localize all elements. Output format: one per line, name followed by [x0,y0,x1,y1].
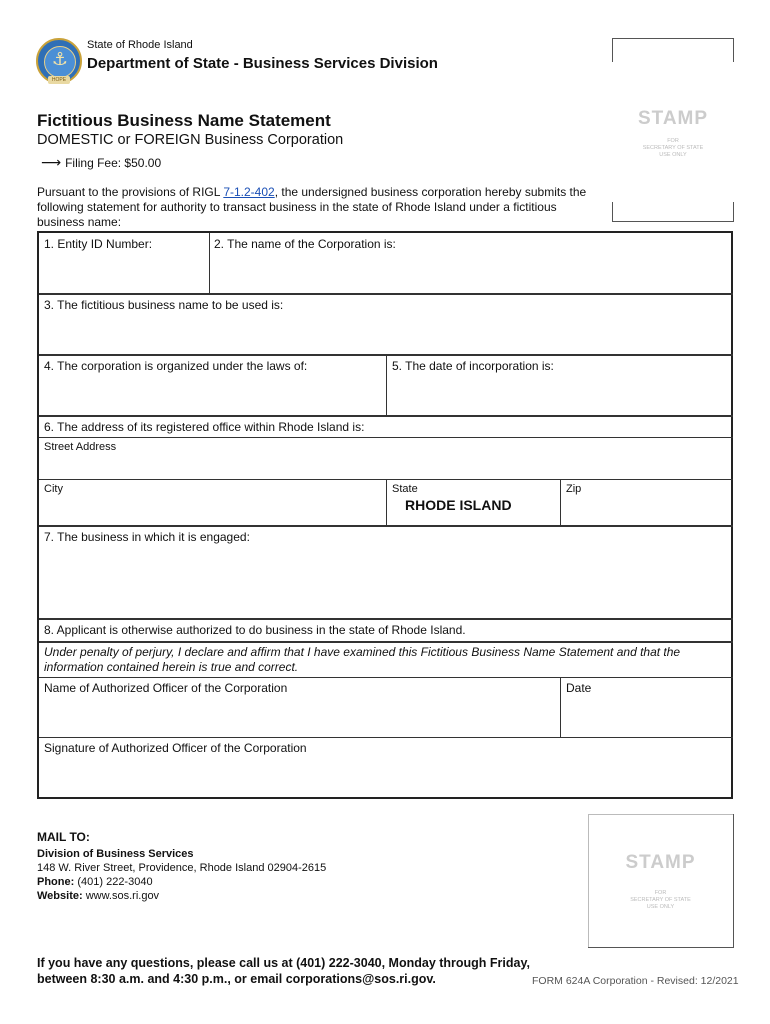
authorized-statement-text: 8. Applicant is otherwise authorized to do business in the state of Rhode Island. [44,623,466,637]
stamp-note-bottom-line2: SECRETARY OF STATE [630,897,691,903]
zip-field[interactable] [561,479,733,525]
intro-before: Pursuant to the provisions of RIGL [37,185,224,199]
form-title: Fictitious Business Name Statement [37,111,331,130]
corporation-name-label: 2. The name of the Corporation is: [214,237,396,251]
stamp-note-bottom-line3: USE ONLY [646,904,675,910]
phone-value: (401) 222-3040 [77,876,153,888]
organized-laws-field[interactable] [39,355,387,415]
website-label: Website: [37,890,83,902]
stamp-note-line3: USE ONLY [659,152,687,158]
mail-website [37,889,326,903]
intro-after: , the undersigned business corporation hereby submits the following statement for authority to transact business in the state of Rhode Island under a fictitious business name: [37,185,587,229]
city-label: City [44,483,63,495]
authorized-statement [39,619,733,641]
stamp-note-line1: FOR [667,138,679,144]
street-address-field[interactable] [39,437,733,479]
website-value[interactable]: www.sos.ri.gov [85,890,160,902]
mail-heading: MAIL TO: [37,830,90,844]
stamp-note-bottom [588,890,733,911]
registered-office-label: 6. The address of its registered office within Rhode Island is: [44,420,365,434]
stamp-note-bottom-line1: FOR [654,890,667,896]
registered-office-heading [39,416,733,438]
signature-field[interactable] [39,737,733,797]
footer-line1: If you have any questions, please call us at (401) 222-3040, Monday through Friday, [37,956,530,970]
state-value: RHODE ISLAND [405,497,512,513]
date-field[interactable] [561,677,733,737]
officer-name-label: Name of Authorized Officer of the Corporation [44,681,288,695]
state-name: State of Rhode Island [87,39,193,51]
incorporation-date-field[interactable] [387,355,733,415]
form-number: FORM 624A Corporation - Revised: 12/2021 [532,975,739,987]
state-seal-anchor-icon: ⚓ HOPE [36,38,82,84]
incorporation-date-label: 5. The date of incorporation is: [392,359,554,373]
officer-name-field[interactable] [39,677,561,737]
mail-to-block [37,830,326,903]
signature-label: Signature of Authorized Officer of the Corporation [44,741,307,755]
fictitious-name-label: 3. The fictitious business name to be used is: [44,298,284,312]
corporation-name-field[interactable] [209,233,733,293]
phone-label: Phone: [37,876,75,888]
mail-address: 148 W. River Street, Providence, Rhode Island 02904-2615 [37,862,327,874]
stamp-note [612,138,734,159]
date-label: Date [566,681,592,695]
state-field [387,479,561,525]
form-subtitle: DOMESTIC or FOREIGN Business Corporation [37,132,344,148]
filing-fee-text: Filing Fee: $50.00 [65,156,162,170]
rigl-link[interactable]: 7-1.2-402 [223,185,275,199]
stamp-note-line2: SECRETARY OF STATE [642,145,704,151]
entity-id-field[interactable] [39,233,209,293]
form-table [37,231,733,799]
city-field[interactable] [39,479,387,525]
zip-label: Zip [566,483,582,495]
intro-paragraph [37,185,597,230]
state-label: State [392,483,418,495]
street-address-label: Street Address [44,441,117,453]
mail-org: Division of Business Services [37,848,194,860]
business-engaged-label: 7. The business in which it is engaged: [44,530,250,544]
stamp-box-top [612,38,734,222]
stamp-label: STAMP [637,108,709,129]
mail-phone [37,875,326,889]
business-engaged-field[interactable] [39,526,733,618]
contact-footer [37,955,530,987]
stamp-label-bottom: STAMP [625,852,696,873]
seal-ribbon: HOPE [48,76,70,84]
stamp-box-bottom [588,814,734,948]
arrow-right-icon: ⟶ [41,155,62,171]
footer-line2: between 8:30 a.m. and 4:30 p.m., or email corporations@sos.ri.gov. [37,972,436,986]
filing-fee [41,155,161,171]
department-name: Department of State - Business Services Division [87,55,438,72]
perjury-affirmation: Under penalty of perjury, I declare and affirm that I have examined this Fictitious Business Name Statement and that the information contained herein is true and correct. [44,645,681,674]
fictitious-name-field[interactable] [39,294,733,354]
organized-laws-label: 4. The corporation is organized under the laws of: [44,359,308,373]
entity-id-label: 1. Entity ID Number: [44,237,153,251]
